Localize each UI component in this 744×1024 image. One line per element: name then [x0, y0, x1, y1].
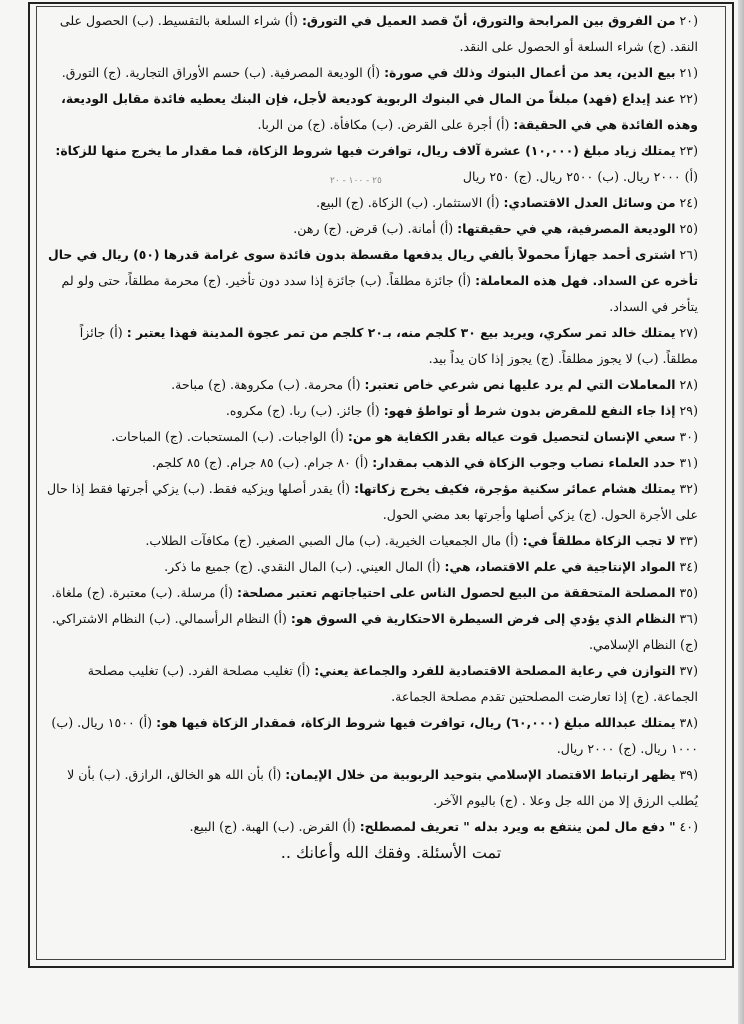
question-item [44, 320, 698, 372]
question-options: (أ) النظام الرأسمالي. (ب) النظام الاشتراكي. (ج) النظام الإسلامي. [51, 611, 698, 652]
question-number: (٢٣ [679, 143, 698, 158]
question-stem: من وسائل العدل الاقتصادي: [503, 195, 676, 210]
question-number: (٢٧ [679, 325, 698, 340]
pencil-annotation: ٢٥ - ١٠٠ - ٢٠ [330, 176, 382, 186]
question-item [44, 762, 698, 814]
question-item [44, 216, 698, 242]
question-options: (أ) محرمة. (ب) مكروهة. (ج) مباحة. [171, 377, 361, 392]
question-number: (٢٨ [679, 377, 698, 392]
question-options: (أ) الاستثمار. (ب) الزكاة. (ج) البيع. [316, 195, 500, 210]
question-stem: التوازن في رعاية المصلحة الاقتصادية للفرد والجماعة يعني: [314, 663, 676, 678]
question-stem: النظام الذي يؤدي إلى فرض السيطرة الاحتكارية في السوق هو: [290, 611, 676, 626]
question-item [44, 476, 698, 528]
question-options: (أ) جائزاً مطلقاً. (ب) لا يجوز مطلقاً. (ج) يجوز إذا كان يداً بيد. [79, 325, 698, 366]
question-options: (أ) جائز. (ب) ربا. (ج) مكروه. [225, 403, 380, 418]
question-stem: حدد العلماء نصاب وجوب الزكاة في الذهب بمقدار: [372, 455, 676, 470]
question-options: (أ) الواجبات. (ب) المستحبات. (ج) المباحات. [111, 429, 344, 444]
question-item [44, 372, 698, 398]
question-options: (أ) الوديعة المصرفية. (ب) حسم الأوراق التجارية. (ج) التورق. [61, 65, 381, 80]
question-item [44, 450, 698, 476]
question-item [44, 528, 698, 554]
question-stem: يظهر ارتباط الاقتصاد الإسلامي بتوحيد الربوبية من خلال الإيمان: [285, 767, 676, 782]
question-number: (٣١ [679, 455, 698, 470]
question-options: (أ) يقدر أصلها ويزكيه فقط. (ب) يزكي أجرتها فقط إذا حال على الأجرة الحول. (ج) يزكي أصلها وأجرتها بعد مضي الحول. [47, 481, 698, 522]
question-number: (٣٣ [679, 533, 698, 548]
question-item [44, 658, 698, 710]
question-stem: المعاملات التي لم يرد عليها نص شرعي خاص تعتبر: [364, 377, 676, 392]
closing-message: تمت الأسئلة. وفقك الله وأعانك .. [280, 843, 502, 862]
question-number: (٢٢ [679, 91, 698, 106]
question-number: (٣٧ [679, 663, 698, 678]
question-item [44, 606, 698, 658]
question-item [44, 554, 698, 580]
question-item [44, 580, 698, 606]
question-options: (أ) شراء السلعة بالتقسيط. (ب) الحصول على النقد. (ج) شراء السلعة أو الحصول على النقد. [59, 13, 698, 54]
question-options: (أ) مال الجمعيات الخيرية. (ب) مال الصبي الصغير. (ج) مكافآت الطلاب. [145, 533, 519, 548]
question-number: (٣٢ [679, 481, 698, 496]
question-item [44, 138, 698, 190]
question-number: (٢٦ [679, 247, 698, 262]
question-number: (٤٠ [679, 819, 698, 834]
question-number: (٢١ [679, 65, 698, 80]
question-number: (٢٥ [679, 221, 698, 236]
question-item [44, 60, 698, 86]
question-options: (أ) ١٥٠٠ ريال. (ب) ١٠٠٠ ريال. (ج) ٢٠٠٠ ريال. [51, 715, 698, 756]
question-list [44, 8, 698, 866]
question-number: (٣٥ [679, 585, 698, 600]
question-stem: يمتلك هشام عمائر سكنية مؤجرة، فكيف يخرج زكاتها: [354, 481, 676, 496]
question-stem: إذا جاء النفع للمقرض بدون شرط أو تواطؤ فهو: [383, 403, 676, 418]
question-options: (أ) المال العيني. (ب) المال النقدي. (ج) جميع ما ذكر. [164, 559, 441, 574]
question-stem: لا تجب الزكاة مطلقاً في: [522, 533, 676, 548]
question-options: (أ) بأن الله هو الخالق، الرازق. (ب) بأن لا يُطلب الرزق إلا من الله جل وعلا . (ج) باليوم الآخر. [67, 767, 698, 808]
question-item [44, 86, 698, 138]
question-options: (أ) أجرة على القرض. (ب) مكافأة. (ج) من الربا. [257, 117, 510, 132]
question-item [44, 424, 698, 450]
question-options: (أ) ٢٠٠٠ ريال. (ب) ٢٥٠٠ ريال. (ج) ٢٥٠ ريال [462, 169, 698, 184]
question-stem: يمتلك عبدالله مبلغ (٦٠,٠٠٠) ريال، توافرت فيها شروط الزكاة، فمقدار الزكاة فيها هو: [156, 715, 676, 730]
question-stem: يمتلك خالد تمر سكري، ويريد بيع ٣٠ كلجم منه، بـ٢٠ كلجم من تمر عجوة المدينة فهذا يعتبر : [126, 325, 676, 340]
question-options: (أ) جائزة مطلقاً. (ب) جائزة إذا سدد دون تأخير. (ج) محرمة مطلقاً، حتى ولو لم يتأخر في السداد. [61, 273, 698, 314]
question-number: (٣٠ [679, 429, 698, 444]
question-item [44, 242, 698, 320]
question-number: (٣٩ [679, 767, 698, 782]
question-options: (أ) مرسلة. (ب) معتبرة. (ج) ملغاة. [51, 585, 233, 600]
question-stem: " دفع مال لمن ينتفع به ويرد بدله " تعريف لمصطلح: [359, 819, 676, 834]
question-number: (٢٤ [679, 195, 698, 210]
question-stem: عند إيداع (فهد) مبلغاً من المال في البنوك الربوية كوديعة لأجل، فإن البنك يعطيه فائدة مقابل الوديعة، وهذه الفائدة هي في الحقيقة: [61, 91, 698, 132]
question-number: (٢٠ [679, 13, 698, 28]
question-stem: اشترى أحمد جهازاً محمولاً بألفي ريال يدفعها مقسطة بدون فائدة سوى غرامة قدرها (٥٠) ريال في حال تأخره عن السداد. فهل هذه المعاملة: [47, 247, 698, 288]
question-item [44, 710, 698, 762]
question-options: (أ) أمانة. (ب) قرض. (ج) رهن. [293, 221, 454, 236]
question-stem: الوديعة المصرفية، هي في حقيقتها: [457, 221, 676, 236]
question-item [44, 398, 698, 424]
question-number: (٣٨ [679, 715, 698, 730]
question-stem: بيع الدين، يعد من أعمال البنوك وذلك في صورة: [384, 65, 676, 80]
question-stem: من الفروق بين المرابحة والتورق، أنّ قصد العميل في التورق: [301, 13, 676, 28]
question-stem: يمتلك زياد مبلغ (١٠,٠٠٠) عشرة آلاف ريال، توافرت فيها شروط الزكاة، فما مقدار ما يخرج منها للزكاة: [55, 143, 676, 158]
question-options: (أ) ٨٠ جرام. (ب) ٨٥ جرام. (ج) ٨٥ كلجم. [151, 455, 369, 470]
question-options: (أ) تغليب مصلحة الفرد. (ب) تغليب مصلحة الجماعة. (ج) إذا تعارضت المصلحتين تقدم مصلحة الجماعة. [87, 663, 698, 704]
question-item [44, 190, 698, 216]
question-options: (أ) القرض. (ب) الهبة. (ج) البيع. [189, 819, 356, 834]
question-item [44, 814, 698, 840]
question-number: (٣٤ [679, 559, 698, 574]
page-edge-shadow [738, 0, 744, 1024]
question-stem: سعي الإنسان لتحصيل قوت عياله بقدر الكفاية هو من: [347, 429, 676, 444]
question-stem: المصلحة المتحققة من البيع لحصول الناس على احتياجاتهم تعتبر مصلحة: [236, 585, 676, 600]
question-item [44, 8, 698, 60]
question-number: (٣٦ [679, 611, 698, 626]
question-stem: المواد الإنتاجية في علم الاقتصاد، هي: [444, 559, 676, 574]
question-number: (٢٩ [679, 403, 698, 418]
